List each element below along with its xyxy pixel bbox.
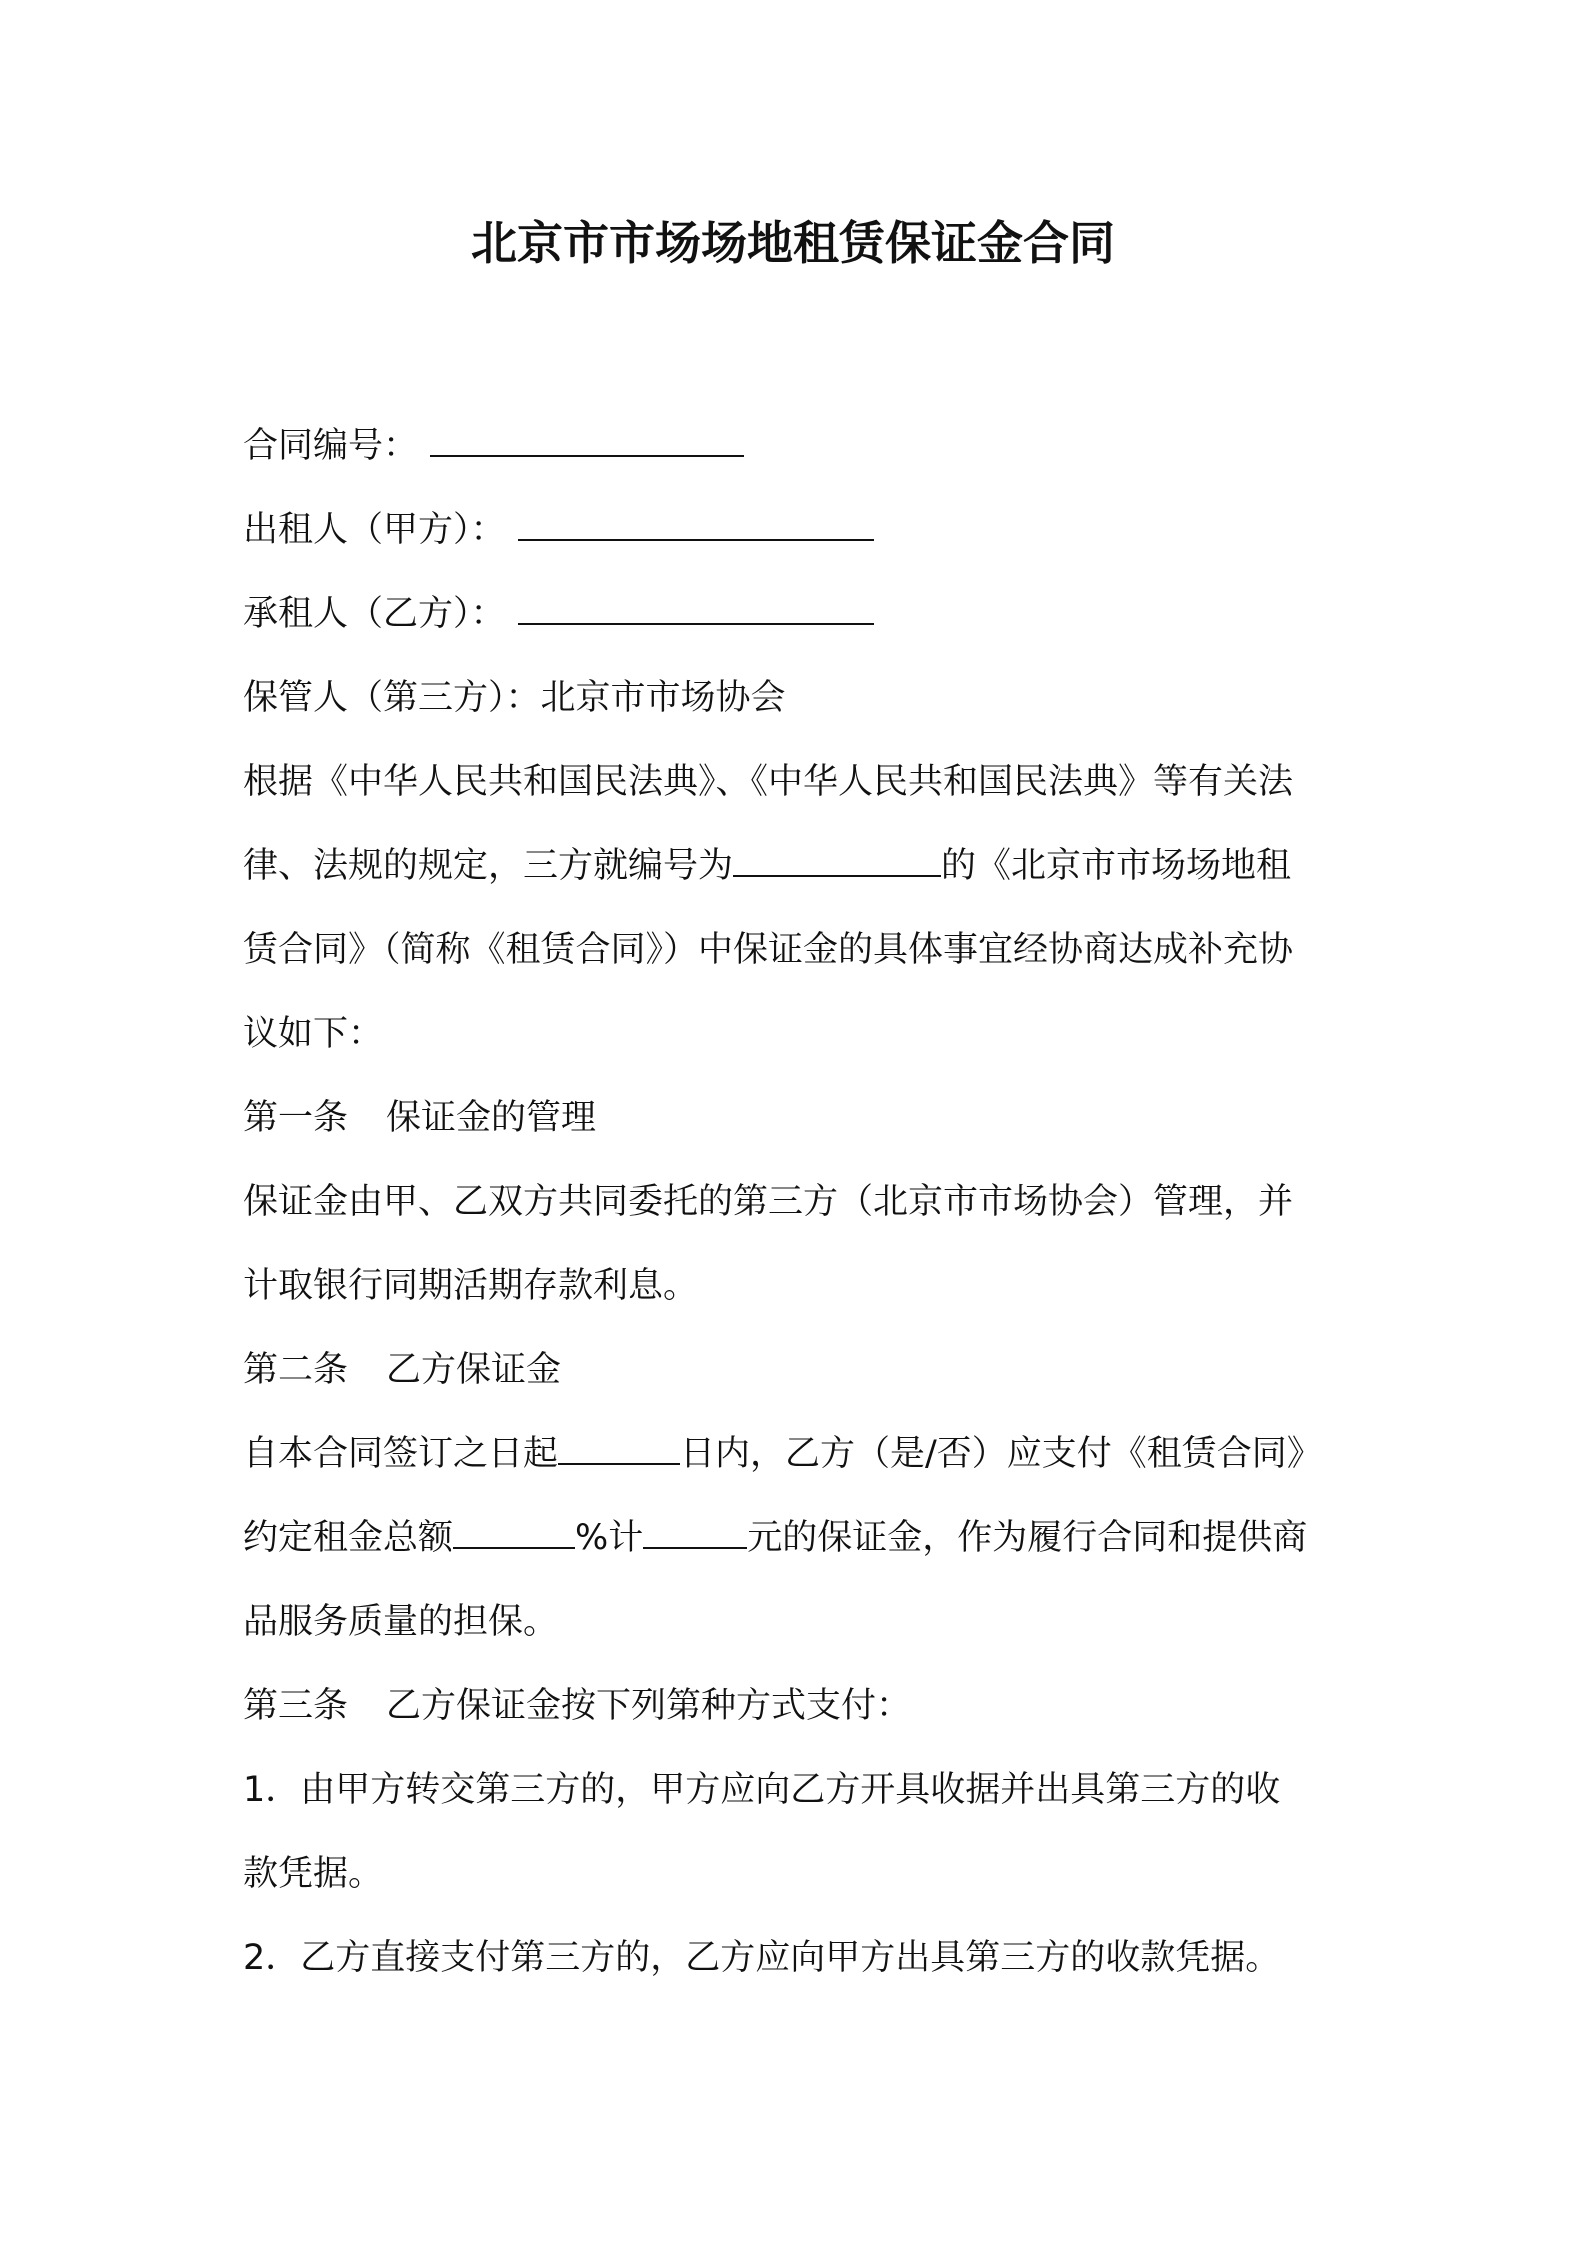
amount-blank[interactable] <box>643 1517 747 1549</box>
article-text: %计 <box>575 1518 644 1558</box>
article-text: 元的保证金，作为履行合同和提供商 <box>747 1518 1308 1558</box>
preamble-text: 的《北京市市场场地租 <box>941 846 1292 886</box>
article-3-item-1-line-1: 1．由甲方转交第三方的，甲方应向乙方开具收据并出具第三方的收 <box>243 1770 1281 1810</box>
article-heading: 乙方保证金按下列第种方式支付： <box>386 1686 912 1726</box>
article-3-item-2: 2．乙方直接支付第三方的，乙方应向甲方出具第三方的收款凭据。 <box>243 1938 1281 1978</box>
article-text: 日内，乙方（是/否）应支付《租赁合同》 <box>680 1434 1322 1474</box>
percent-blank[interactable] <box>453 1517 575 1549</box>
lease-contract-number-blank[interactable] <box>733 845 941 877</box>
custodian-label: 保管人（第三方）： <box>243 678 541 718</box>
days-blank[interactable] <box>558 1433 680 1465</box>
lessor-blank[interactable] <box>518 509 874 541</box>
contract-number-blank[interactable] <box>430 425 744 457</box>
article-2-line-3: 品服务质量的担保。 <box>243 1602 559 1642</box>
article-text: 自本合同签订之日起 <box>243 1434 559 1474</box>
lessor-label: 出租人（甲方）： <box>243 510 506 550</box>
article-1-heading <box>243 1076 1353 1160</box>
article-3-item-1-line-2: 款凭据。 <box>243 1854 384 1894</box>
preamble-line-2 <box>243 824 1353 908</box>
article-1-line-1: 保证金由甲、乙双方共同委托的第三方（北京市市场协会）管理，并 <box>243 1182 1294 1222</box>
article-heading: 乙方保证金 <box>386 1350 562 1390</box>
page-title: 北京市市场场地租赁保证金合同 <box>471 216 1115 270</box>
custodian-line <box>243 656 1353 740</box>
preamble-text: 律、法规的规定，三方就编号为 <box>243 846 734 886</box>
contract-body <box>243 404 1353 2000</box>
article-number: 第三条 <box>243 1686 349 1726</box>
article-3-heading <box>243 1664 1353 1748</box>
contract-number-line <box>243 404 1353 488</box>
preamble-line-4: 议如下： <box>243 1014 384 1054</box>
preamble-line-1: 根据《中华人民共和国民法典》、《中华人民共和国民法典》等有关法 <box>243 762 1294 802</box>
contract-number-label: 合同编号： <box>243 426 419 466</box>
preamble-line-3: 赁合同》（简称《租赁合同》）中保证金的具体事宜经协商达成补充协 <box>243 930 1294 970</box>
article-number: 第二条 <box>243 1350 349 1390</box>
lessor-line <box>243 488 1353 572</box>
article-1-line-2: 计取银行同期活期存款利息。 <box>243 1266 699 1306</box>
article-heading: 保证金的管理 <box>386 1098 597 1138</box>
article-number: 第一条 <box>243 1098 349 1138</box>
lessee-blank[interactable] <box>518 593 874 625</box>
lessee-line <box>243 572 1353 656</box>
article-2-heading <box>243 1328 1353 1412</box>
article-text: 约定租金总额 <box>243 1518 454 1558</box>
custodian-value: 北京市市场协会 <box>540 678 786 718</box>
article-2-line-2 <box>243 1496 1353 1580</box>
lessee-label: 承租人（乙方）： <box>243 594 506 634</box>
article-2-line-1 <box>243 1412 1353 1496</box>
